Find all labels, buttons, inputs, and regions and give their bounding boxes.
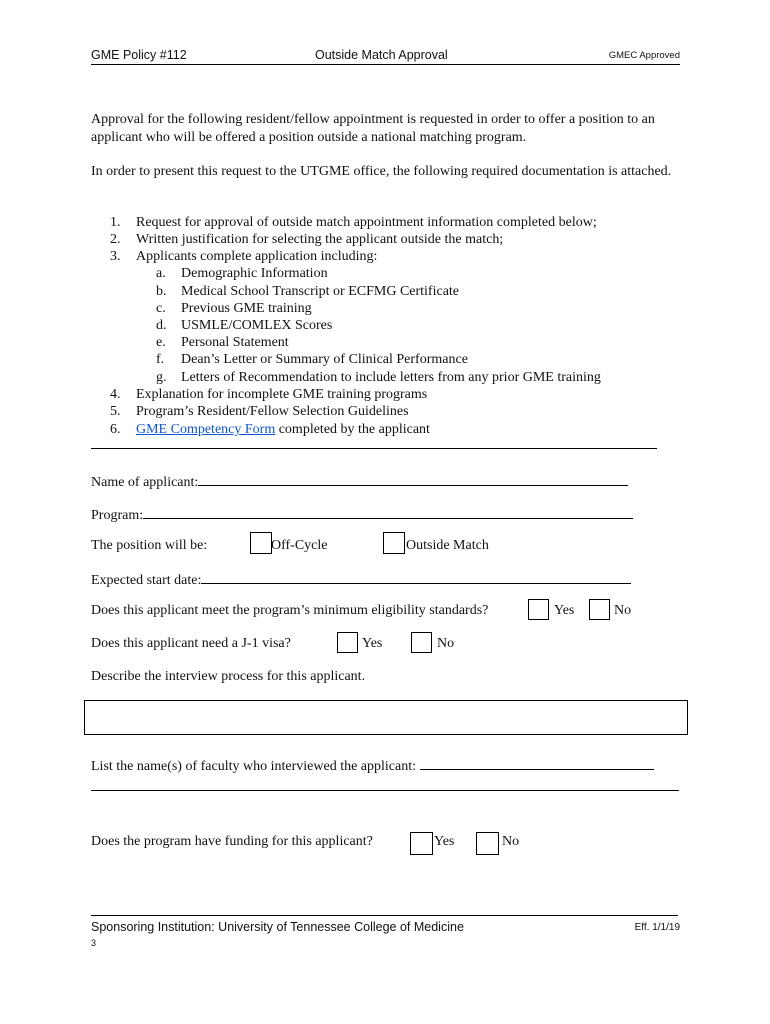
start-date-label: Expected start date:: [91, 573, 202, 588]
visa-yes-checkbox[interactable]: [337, 632, 358, 653]
program-label: Program:: [91, 508, 144, 523]
visa-yes-label: Yes: [362, 636, 383, 651]
interview-label: Describe the interview process for this applicant.: [91, 669, 366, 684]
interview-description-field[interactable]: [84, 700, 688, 735]
visa-question: Does this applicant need a J-1 visa?: [91, 636, 291, 651]
outside-match-label: Outside Match: [406, 538, 489, 553]
page-header: [91, 48, 680, 65]
eligibility-yes-checkbox[interactable]: [528, 599, 549, 620]
funding-yes-label: Yes: [434, 834, 455, 849]
funding-no-label: No: [502, 834, 520, 849]
effective-date: Eff. 1/1/19: [634, 922, 680, 933]
eligibility-no-label: No: [614, 603, 632, 618]
competency-form-link[interactable]: GME Competency Form: [136, 422, 276, 437]
funding-no-checkbox[interactable]: [476, 832, 499, 855]
applicant-name-label: Name of applicant:: [91, 475, 199, 490]
intro-paragraph: Approval for the following resident/fellow appointment is requested in order to offer a position to an applicant who will be offered a position outside a national matching program.: [91, 112, 655, 145]
funding-yes-checkbox[interactable]: [410, 832, 433, 855]
position-label: The position will be:: [91, 538, 208, 553]
eligibility-yes-label: Yes: [554, 603, 575, 618]
faculty-field[interactable]: [420, 756, 654, 770]
faculty-label: List the name(s) of faculty who interviewed the applicant:: [91, 759, 417, 774]
visa-no-checkbox[interactable]: [411, 632, 432, 653]
documentation-paragraph: In order to present this request to the UTGME office, the following required documentation is attached.: [91, 164, 672, 179]
faculty-continuation-line: [91, 790, 679, 791]
sponsoring-institution: Sponsoring Institution: University of Tennessee College of Medicine: [91, 920, 464, 934]
program-field[interactable]: [143, 505, 633, 519]
eligibility-no-checkbox[interactable]: [589, 599, 610, 620]
start-date-row: [91, 570, 631, 589]
funding-question: Does the program have funding for this applicant?: [91, 834, 373, 849]
applicant-name-row: [91, 472, 628, 491]
document-title: Outside Match Approval: [315, 48, 448, 62]
footer-divider: [91, 915, 678, 916]
policy-number: GME Policy #112: [91, 48, 187, 62]
eligibility-question: Does this applicant meet the program’s minimum eligibility standards?: [91, 603, 489, 618]
section-divider: [91, 448, 657, 449]
off-cycle-checkbox[interactable]: [250, 532, 272, 554]
program-row: [91, 505, 633, 524]
applicant-name-field[interactable]: [198, 472, 628, 486]
outside-match-checkbox[interactable]: [383, 532, 405, 554]
page-number: 3: [91, 938, 97, 948]
visa-no-label: No: [437, 636, 455, 651]
approval-status: GMEC Approved: [608, 50, 680, 61]
start-date-field[interactable]: [201, 570, 631, 584]
faculty-row: [91, 756, 654, 775]
off-cycle-label: Off-Cycle: [271, 538, 328, 553]
